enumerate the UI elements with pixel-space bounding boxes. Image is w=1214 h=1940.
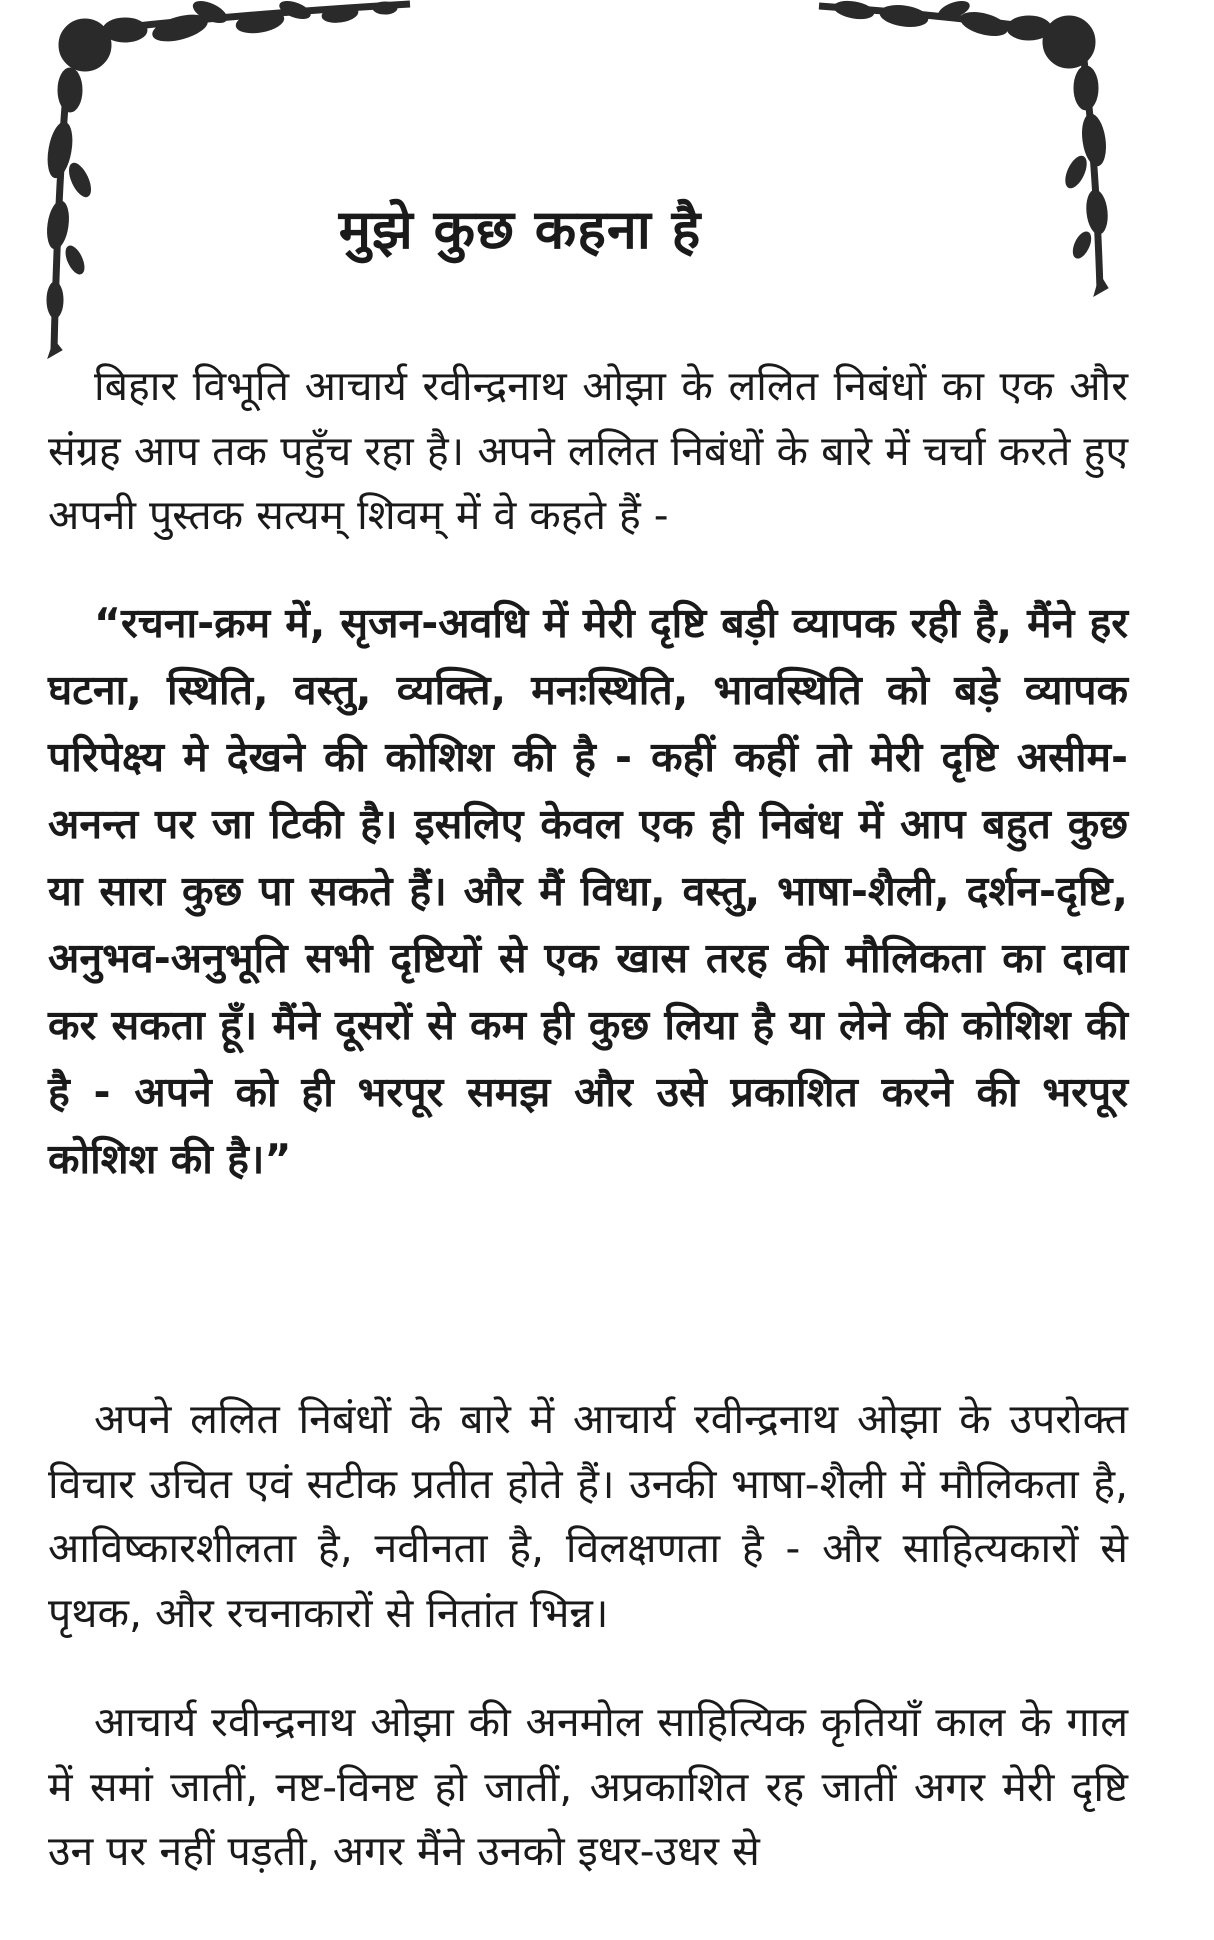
- quoted-passage: “रचना-क्रम में, सृजन-अवधि में मेरी दृष्टि बड़ी व्यापक रही है, मैंने हर घटना, स्थिति, वस्तु, व्यक्ति, मनःस्थिति, भावस्थिति को बड़े व्यापक परिपेक्ष्य मे देखने की कोशिश की है - कहीं कहीं तो मेरी दृष्टि असीम-अनन्त पर जा टिकी है। इसलिए केवल एक ही निबंध में आप बहुत कुछ या सारा कुछ पा सकते हैं। और मैं विधा, वस्तु, भाषा-शैली, दर्शन-दृष्टि, अनुभव-अनुभूति सभी दृष्टियों से एक खास तरह की मौलिकता का दावा कर सकता हूँ। मैंने दूसरों से कम ही कुछ लिया है या लेने की कोशिश की है - अपने को ही भरपूर समझ और उसे प्रकाशित करने की भरपूर कोशिश की है।”: [48, 599, 1128, 1183]
- floral-corner-left-icon: [40, 0, 420, 360]
- page-title: मुझे कुछ कहना है: [338, 198, 702, 261]
- closing-paragraph: आचार्य रवीन्द्रनाथ ओझा की अनमोल साहित्यिक कृतियाँ काल के गाल में समां जातीं, नष्ट-विनष्ट हो जातीं, अप्रकाशित रह जातीं अगर मेरी दृष्टि उन पर नहीं पड़ती, अगर मैंने उनको इधर-उधर से: [48, 1698, 1128, 1875]
- intro-paragraph: बिहार विभूति आचार्य रवीन्द्रनाथ ओझा के ललित निबंधों का एक और संग्रह आप तक पहुँच रहा है। अपने ललित निबंधों के बारे में चर्चा करते हुए अपनी पुस्तक सत्यम् शिवम् में वे कहते हैं -: [48, 362, 1128, 539]
- commentary-paragraph: अपने ललित निबंधों के बारे में आचार्य रवीन्द्रनाथ ओझा के उपरोक्त विचार उचित एवं सटीक प्रतीत होते हैं। उनकी भाषा-शैली में मौलिकता है, आविष्कारशीलता है, नवीनता है, विलक्षणता है - और साहित्यकारों से पृथक, और रचनाकारों से नितांत भिन्न।: [48, 1395, 1128, 1637]
